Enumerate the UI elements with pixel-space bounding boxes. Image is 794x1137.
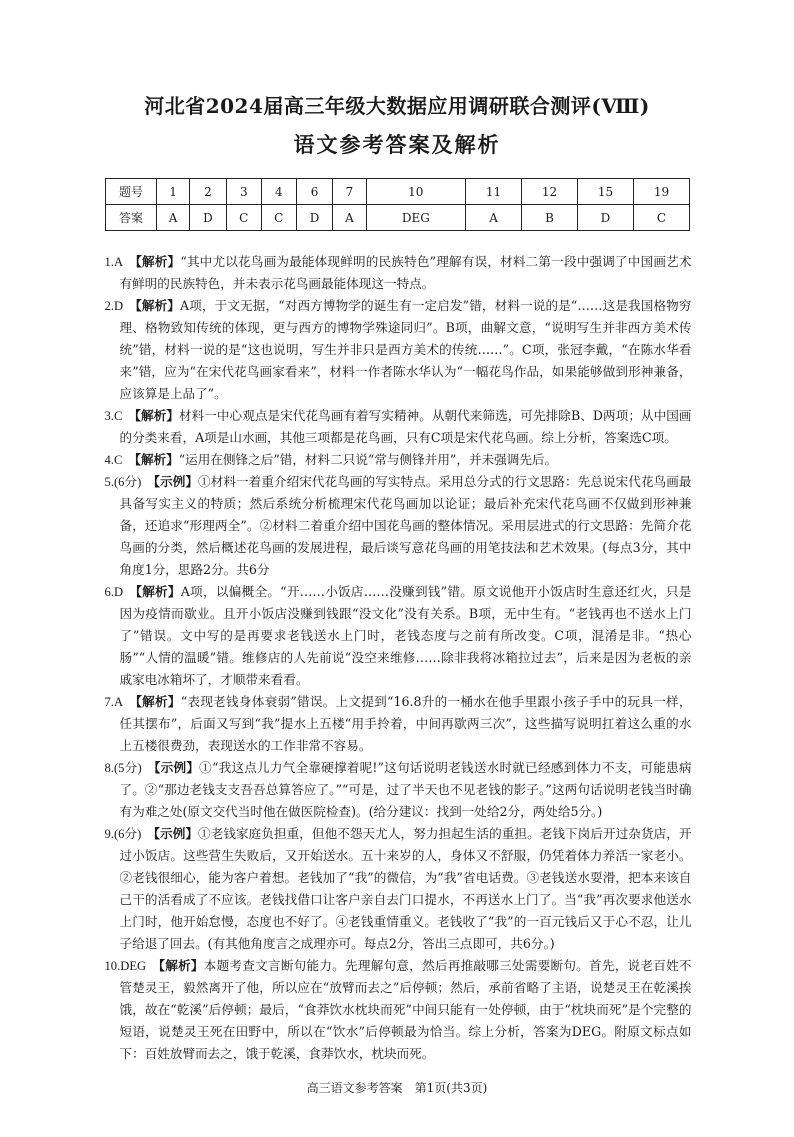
question-number-row	[106, 179, 690, 205]
question-number: 2	[190, 179, 227, 205]
answer-cell: A	[333, 205, 366, 231]
explanation-item	[105, 955, 692, 1065]
question-number: 10.	[104, 959, 121, 973]
document-subtitle: 语文参考答案及解析	[293, 132, 501, 157]
explanation-item	[105, 251, 692, 295]
item-text: “运用在侧锋之后”错，材料二只说“常与侧锋并用”，并未强调先后。	[178, 452, 558, 467]
item-tag: 【解析】	[129, 254, 181, 269]
item-text: “表现老钱身体衰弱”错误。上文提到“16.8升的一桶水在他手里跟小孩子手中的玩具一样，任其摆布”，后面又写到“我”提水上五楼“用手拎着，中间再歇两三次”，这些描写说明扛着这么重的水上五楼很费劲，表现送水的工作非常不容易。	[119, 694, 692, 753]
item-tag: 【解析】	[129, 298, 181, 313]
question-number: 8.	[104, 761, 114, 775]
answer-cell: A	[157, 205, 190, 231]
row-label: 题号	[106, 179, 157, 205]
item-text: 本题考查文言断句能力。先理解句意，然后再推敲哪三处需要断句。首先，说老百姓不管楚灵王，毅然离开了他，所以应在“放臂而去之”后停顿；然后，承前省略了主语，说楚灵王在乾溪挨饿，故在“乾溪”后停顿；最后，“食莽饮水枕块而死”中间只能有一处停顿，由于“枕块而死”是个完整的短语，说楚灵王死在田野中，所以在“饮水”后停顿最为恰当。综上分析，答案为DEG。附原文标点如下：百姓放臂而去之，饿于乾溪，食莽饮水，枕块而死。	[119, 958, 692, 1061]
answer-cell: B	[522, 205, 578, 231]
question-number: 1.	[104, 255, 114, 269]
answer-cell: C	[633, 205, 689, 231]
question-number: 9.	[104, 827, 114, 841]
question-number: 12	[522, 179, 578, 205]
question-number: 7	[333, 179, 366, 205]
page-footer: 高三语文参考答案 第1页(共3页)	[306, 1081, 488, 1095]
question-number: 4.	[104, 453, 114, 467]
question-number: 1	[157, 179, 190, 205]
item-tag: 【解析】	[152, 958, 204, 973]
explanation-item	[105, 405, 692, 449]
item-text: 材料一中心观点是宋代花鸟画有着写实精神。从朝代来筛选，可先排除B、D两项；从中国画的分类来看，A项是山水画，其他三项都是花鸟画，只有C项是宋代花鸟画。综上分析，答案选C项。	[119, 408, 692, 445]
explanation-item	[105, 295, 692, 405]
item-tag: 【示例】	[147, 474, 199, 489]
item-text: ①材料一着重介绍宋代花鸟画的写实特点。采用总分式的行文思路：先总说宋代花鸟画最具备写实主义的特质；然后系统分析梳理宋代花鸟画加以论证；最后补充宋代花鸟画不仅做到形神兼备，还追求“形理两全”。②材料二着重介绍中国花鸟画的整体情况。采用层进式的行文思路：先简介花鸟画的分类，然后概述花鸟画的发展进程，最后谈写意花鸟画的用笔技法和艺术效果。(每点3分，其中角度1分，思路2分。共6分	[119, 474, 692, 577]
question-number: 3	[226, 179, 261, 205]
item-text: A项，以偏概全。“开……小饭店……没赚到钱”错。原文说他开小饭店时生意还红火，只是因为疫情而歇业。且开小饭店没赚到钱跟“没文化”没有关系。B项，无中生有。“老钱再也不送水上门了”错误。文中写的是再要求老钱送水上门时，老钱态度与之前有所改变。C项，混淆是非。“热心肠”“人情的温暖”错。维修店的人先前说“没空来维修……除非我将冰箱拉过去”，后来是因为老板的亲戚家电冰箱坏了，才顺带来看看。	[119, 584, 692, 687]
answer-cell: D	[296, 205, 333, 231]
item-answer: (6分)	[113, 475, 142, 489]
question-number: 4	[261, 179, 296, 205]
question-number: 6.	[104, 585, 114, 599]
question-number: 11	[466, 179, 522, 205]
item-answer: A	[113, 255, 124, 269]
question-number: 2.	[104, 299, 114, 313]
explanation-item	[105, 471, 692, 581]
explanation-item	[105, 691, 692, 757]
item-tag: 【解析】	[129, 694, 181, 709]
document-title: 河北省2024届高三年级大数据应用调研联合测评(Ⅷ)	[144, 94, 650, 118]
answer-cell: D	[578, 205, 634, 231]
item-answer: D	[113, 585, 124, 599]
question-number: 19	[633, 179, 689, 205]
item-tag: 【解析】	[128, 408, 179, 423]
question-number: 3.	[104, 409, 114, 423]
answer-cell: DEG	[366, 205, 466, 231]
item-answer: A	[113, 695, 124, 709]
explanation-item	[105, 581, 692, 691]
answer-cell: C	[226, 205, 261, 231]
item-tag: 【示例】	[147, 826, 199, 841]
item-answer: (5分)	[113, 761, 142, 775]
item-answer: DEG	[120, 959, 147, 973]
item-answer: (6分)	[113, 827, 142, 841]
answer-explanations	[105, 251, 692, 1065]
item-answer: C	[113, 453, 123, 467]
explanation-item	[105, 449, 692, 471]
row-label: 答案	[106, 205, 157, 231]
question-number: 7.	[104, 695, 114, 709]
question-number: 10	[366, 179, 466, 205]
item-text: “其中尤以花鸟画为最能体现鲜明的民族特色”理解有误，材料二第一段中强调了中国画艺术有鲜明的民族特色，并未表示花鸟画最能体现这一特点。	[119, 254, 692, 291]
answer-cell: A	[466, 205, 522, 231]
item-text: ①“我这点儿力气全靠硬撑着呢!”这句话说明老钱送水时就已经感到体力不支，可能患病了。②“那边老钱支支吾吾总算答应了。”“可是，过了半天也不见老钱的影子。”这两句话说明老钱当时确有为难之处(原文交代当时他在做医院检查)。(给分建议：找到一处给2分，两处给5分。)	[119, 760, 692, 819]
item-tag: 【解析】	[128, 452, 179, 467]
question-number: 5.	[104, 475, 114, 489]
answer-cell: C	[261, 205, 296, 231]
question-number: 6	[296, 179, 333, 205]
item-text: A项，于文无据，“对西方博物学的诞生有一定启发”错，材料一说的是“……这是我国格物穷理、格物致知传统的体现，更与西方的博物学殊途同归”。B项，曲解文意，“说明写生并非西方美术传统”错，材料一说的是“这也说明，写生并非只是西方美术的传统……”。C项，张冠李戴，“在陈水华看来”错，应为“在宋代花鸟画家看来”，材料一作者陈水华认为“一幅花鸟作品，如果能够做到形神兼备，应该算是上品了”。	[119, 298, 692, 401]
item-answer: D	[113, 299, 124, 313]
answer-table	[105, 178, 690, 231]
question-number: 15	[578, 179, 634, 205]
explanation-item	[105, 823, 692, 955]
answer-cell: D	[190, 205, 227, 231]
answer-row	[106, 205, 690, 231]
item-tag: 【示例】	[147, 760, 200, 775]
explanation-item	[105, 757, 692, 823]
item-tag: 【解析】	[129, 584, 181, 599]
item-answer: C	[113, 409, 123, 423]
item-text: ①老钱家庭负担重，但他不怨天尤人，努力担起生活的重担。老钱下岗后开过杂货店，开过小饭店。这些营生失败后，又开始送水。五十来岁的人，身体又不舒服，仍凭着体力养活一家老小。②老钱很细心，能为客户着想。老钱加了“我”的微信，为“我”省电话费。③老钱送水耍滑，把本来该自己干的活看成了不应该。老钱找借口让客户亲自去门口提水，不再送水上门了。当“我”再次要求他送水上门时，他开始怠慢，态度也不好了。④老钱重情重义。老钱收了“我”的一百元钱后又于心不忍，让儿子给退了回去。(有其他角度言之成理亦可。每点2分，答出三点即可，共6分。)	[119, 826, 692, 951]
